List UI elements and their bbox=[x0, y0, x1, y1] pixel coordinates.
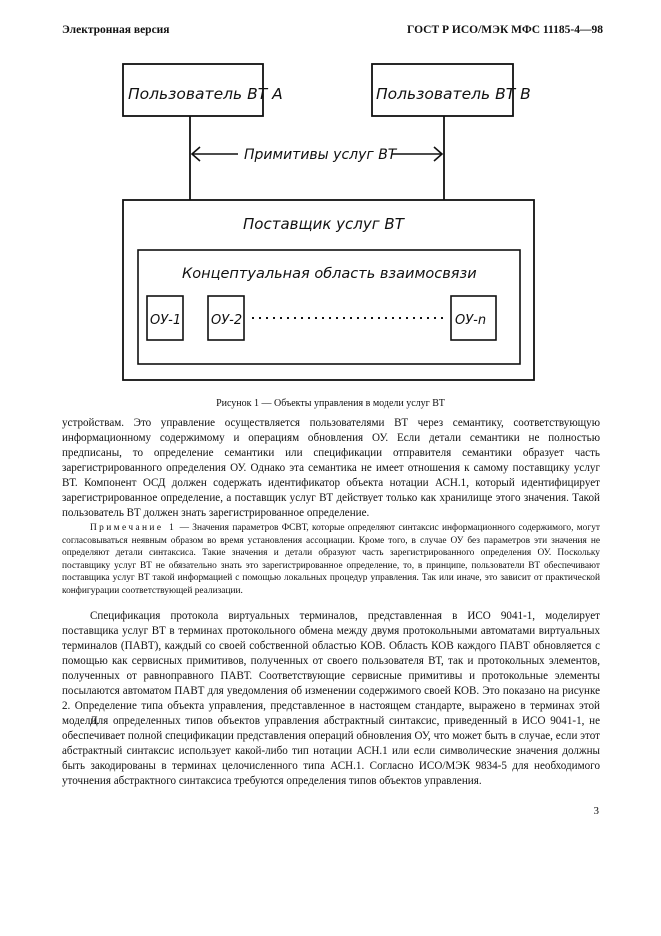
paragraph-2: Спецификация протокола виртуальных терминалов, представленная в ИСО 9041-1, моделирует поставщика услуг ВТ в терминах протокольного обмена между двумя протокольными автоматами виртуальных терминалов (ПАВТ), каждый со своей собственной областью КОВ. Область КОВ каждого ПАВТ обновляется с помощью как сервисных примитивов, полученных от своего пользователя ВТ, так и протокольных элементов, полученных от равноправного ПАВТ. Соответствующие сервисные примитивы и протокольные элементы посылаются автоматом ПАВТ для уведомления об изменении содержимого своей КОВ. Это показано на рисунке 2. Определение типа объекта управления, представленное в настоящем стандарте, выражено в терминах этой модели. bbox=[62, 610, 600, 727]
user-a-label: Пользователь ВТ А bbox=[128, 85, 283, 103]
user-b-label: Пользователь ВТ В bbox=[376, 85, 531, 103]
object-label-n: ОУ-n bbox=[455, 313, 487, 328]
paragraph-2-block bbox=[62, 609, 600, 729]
paragraph-3: Для определенных типов объектов управления абстрактный синтаксис, приведенный в ИСО 9041-1, не обеспечивает полной спецификации представления операций обновления ОУ, что может быть в случае, если этот абстрактный синтаксис использует какой-либо тип нотации АСН.1 или если символические значения должны быть закодированы в терминах целочисленного типа АСН.1. Согласно ИСО/МЭК 9834-5 для необходимого уточнения абстрактного синтаксиса требуются определения типов объектов управления. bbox=[62, 715, 600, 787]
header-left: Электронная версия bbox=[62, 24, 170, 36]
provider-label: Поставщик услуг ВТ bbox=[243, 215, 404, 233]
paragraph-3-block bbox=[62, 714, 600, 789]
object-label-1: ОУ-1 bbox=[150, 313, 182, 328]
note-1 bbox=[62, 522, 600, 598]
concept-area-label: Концептуальная область взаимосвязи bbox=[182, 266, 477, 282]
vt-model-diagram bbox=[0, 0, 661, 400]
paragraph-1: устройствам. Это управление осуществляется пользователями ВТ через семантику, соответствующую информационному содержимому и операциям обновления ОУ. Если детали семантики не полностью предписаны, то определение семантики или спецификации отправителя семантики образует часть зарегистрированного определения ОУ. Однако эта семантика не имеет отношения к самому поставщику услуг ВТ. Компонент ОСД должен содержать идентификатор объекта нотации АСН.1, который идентифицирует зарегистрированное определение, а поставщик услуг ВТ действует только как хранилище этого значения. Такой пользователь ВТ должен знать зарегистрированное определение. bbox=[62, 417, 600, 519]
paragraph-1-block bbox=[62, 416, 600, 521]
primitives-label: Примитивы услуг ВТ bbox=[244, 147, 397, 163]
figure-caption: Рисунок 1 — Объекты управления в модели услуг ВТ bbox=[216, 398, 445, 409]
page-number: 3 bbox=[593, 805, 599, 817]
object-label-2: ОУ-2 bbox=[211, 313, 243, 328]
note-body: — Значения параметров ФСВТ, которые определяют синтаксис информационного содержимого, могут согласовываться неявным образом во время установления ассоциации. Кроме того, в случае ОУ без параметров эти значения не определяют детали синтаксиса. Такие значения и детали образуют часть зарегистрированного определения ОУ. Поскольку поставщику услуг ВТ не обязательно знать это зарегистрированное определение, то, в принципе, пользователи ВТ обеспечивают поставщика услуг ВТ такой информацией с помощью локальных процедур управления. Так или иначе, это зависит от практической конфигурации соответствующей реализации. bbox=[62, 523, 600, 596]
note-label: Примечание 1 bbox=[90, 523, 177, 533]
header-right: ГОСТ Р ИСО/МЭК МФС 11185-4—98 bbox=[407, 24, 603, 36]
